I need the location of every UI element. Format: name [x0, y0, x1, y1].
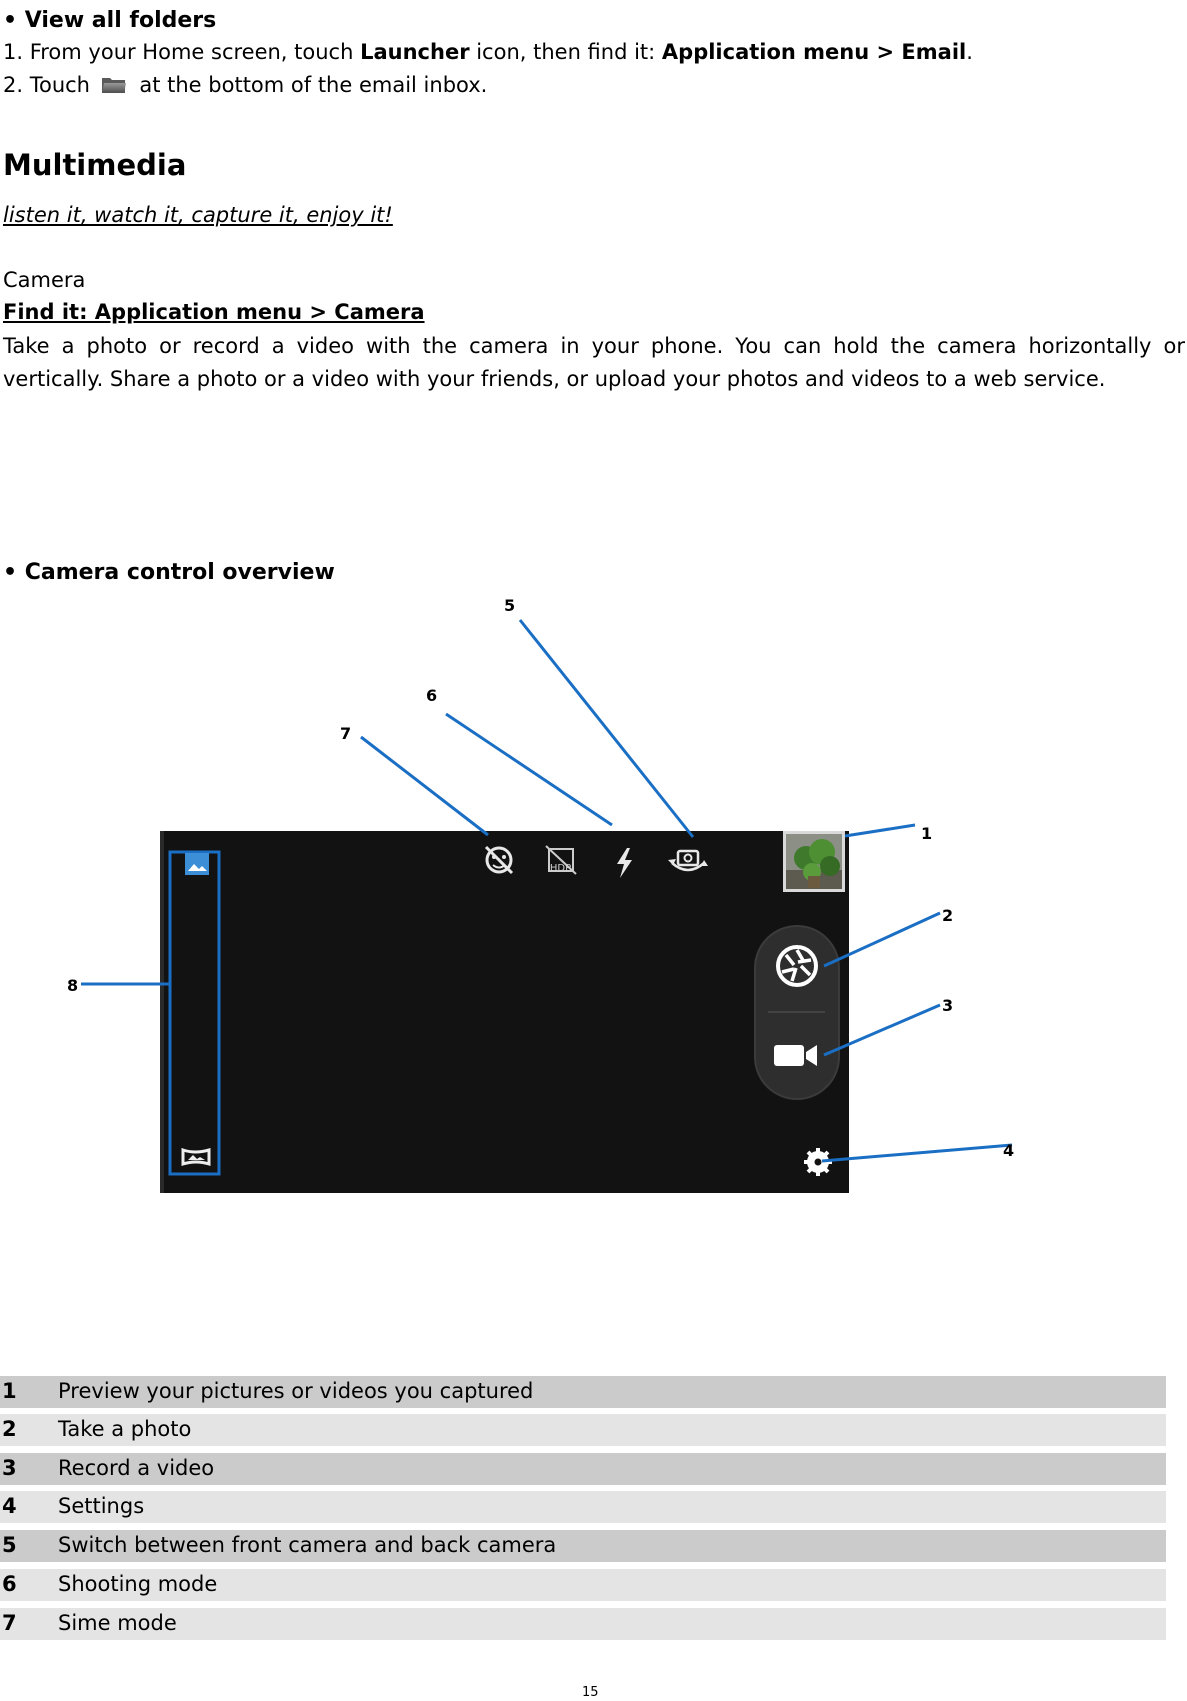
legend-text: Take a photo	[58, 1417, 192, 1441]
callout-line-2	[824, 913, 940, 966]
legend-row	[0, 1608, 1166, 1640]
step-1-end: .	[966, 40, 973, 64]
callout-3: 3	[942, 996, 954, 1015]
legend-number: 4	[2, 1494, 17, 1518]
left-strip-highlight	[170, 852, 219, 1174]
legend-row	[0, 1376, 1166, 1408]
callout-2: 2	[942, 906, 954, 925]
face-off-icon	[486, 847, 512, 873]
legend-number: 3	[2, 1456, 17, 1480]
legend-text: Preview your pictures or videos you captured	[58, 1379, 534, 1403]
callout-1: 1	[921, 824, 933, 843]
callout-line-7	[361, 737, 488, 835]
legend-row	[0, 1453, 1166, 1485]
hdr-label: HDR	[549, 863, 573, 874]
preview-thumbnail	[783, 831, 845, 892]
legend-row	[0, 1530, 1166, 1562]
callout-8: 8	[67, 976, 79, 995]
camera-control-overview-heading: • Camera control overview	[3, 560, 335, 585]
callout-line-5	[520, 620, 693, 837]
callout-4: 4	[1003, 1141, 1015, 1160]
callout-7: 7	[340, 724, 352, 743]
legend-text: Settings	[58, 1494, 145, 1518]
legend-number: 5	[2, 1533, 17, 1557]
callout-line-3	[824, 1005, 940, 1055]
camera-label: Camera	[3, 268, 86, 292]
step-1-prefix: 1. From your Home screen, touch	[3, 40, 361, 64]
panorama-icon	[183, 1150, 209, 1164]
legend-text: Record a video	[58, 1456, 215, 1480]
multimedia-tagline: listen it, watch it, capture it, enjoy it!	[3, 203, 393, 227]
legend-number: 1	[2, 1379, 17, 1403]
legend-number: 7	[2, 1611, 17, 1635]
switch-camera-icon	[668, 851, 708, 870]
step-1-middle: icon, then find it:	[469, 40, 662, 64]
camera-find-it: Find it: Application menu > Camera	[3, 300, 425, 324]
flash-icon	[617, 848, 632, 878]
gallery-icon	[185, 853, 209, 875]
callout-5: 5	[504, 596, 516, 615]
view-all-folders-heading: • View all folders	[3, 8, 217, 33]
multimedia-title: Multimedia	[3, 148, 187, 182]
legend-row	[0, 1569, 1166, 1601]
camera-description: Take a photo or record a video with the camera in your phone. You can hold the camera horizontally or vertically. Share a photo or a video with your friends, or upload your photos and videos to a web service.	[3, 334, 1185, 391]
legend-row	[0, 1414, 1166, 1446]
launcher-label: Launcher	[360, 40, 470, 64]
email-path: Application menu > Email	[661, 40, 967, 64]
legend-text: Sime mode	[58, 1611, 177, 1635]
step-2-prefix: 2. Touch	[3, 73, 90, 97]
legend-text: Shooting mode	[58, 1572, 218, 1596]
legend-row	[0, 1491, 1166, 1523]
page-number: 15	[582, 1685, 599, 1700]
legend-number: 6	[2, 1572, 17, 1596]
callout-6: 6	[426, 686, 438, 705]
legend-number: 2	[2, 1417, 17, 1441]
legend-text: Switch between front camera and back camera	[58, 1533, 557, 1557]
callout-line-6	[446, 714, 612, 825]
callout-line-4	[822, 1145, 1012, 1161]
callout-line-1	[845, 825, 915, 836]
step-2-suffix: at the bottom of the email inbox.	[139, 73, 488, 97]
